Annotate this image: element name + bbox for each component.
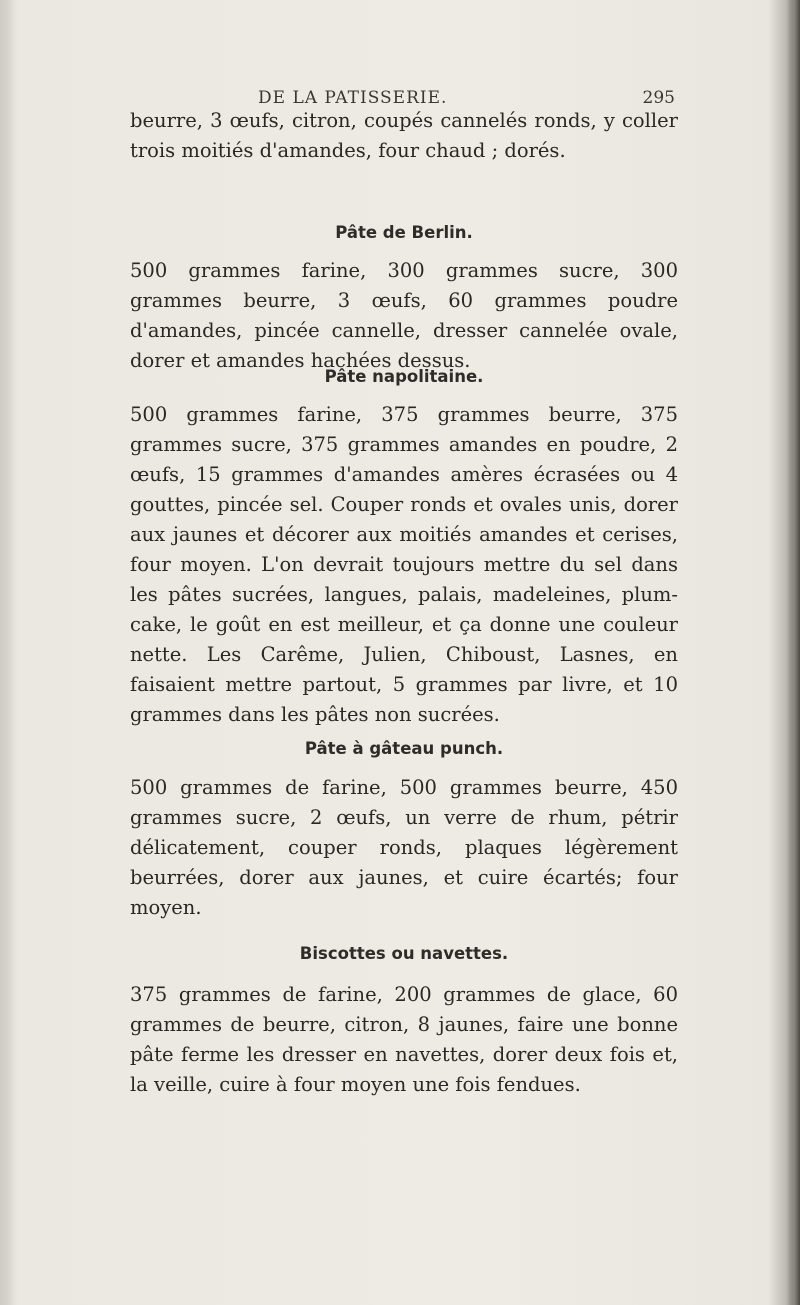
section-text-biscottes: 375 grammes de farine, 200 grammes de glace, 60 grammes de beurre, citron, 8 jaunes, faire une bonne pâte ferme les dresser en navettes, dorer deux fois et, la veille, cuire à four moyen une fois fendues. [130, 983, 678, 1096]
section-text-pate-napolitaine: 500 grammes farine, 375 grammes beurre, 375 grammes sucre, 375 grammes amandes en poudre, 2 œufs, 15 grammes d'amandes amères écrasées ou 4 gouttes, pincée sel. Couper ronds et ovales unis, dorer aux jaunes et décorer aux moitiés amandes et cerises, four moyen. L'on devrait toujours mettre du sel dans les pâtes sucrées, langues, palais, madeleines, plum-cake, le goût en est meilleur, et ça donne une couleur nette. Les Carême, Julien, Chiboust, Lasnes, en faisaient mettre partout, 5 grammes par livre, et 10 grammes dans les pâtes non sucrées. [130, 403, 678, 726]
running-title: DE LA PATISSERIE. [258, 88, 448, 108]
section-title-biscottes: Biscottes ou navettes. [299, 944, 509, 963]
section-text-pate-de-berlin: 500 grammes farine, 300 grammes sucre, 300 grammes beurre, 3 œufs, 60 grammes poudre d'amandes, pincée cannelle, dresser cannelée ovale, dorer et amandes hachées dessus. [130, 259, 678, 372]
intro-paragraph: beurre, 3 œufs, citron, coupés cannelés ronds, y coller trois moitiés d'amandes, four chaud ; dorés. [130, 109, 678, 162]
page-number: 295 [642, 88, 675, 108]
page-binding-edge [786, 0, 800, 1305]
section-text-gateau-punch: 500 grammes de farine, 500 grammes beurre, 450 grammes sucre, 2 œufs, un verre de rhum, pétrir délicatement, couper ronds, plaques légèrement beurrées, dorer aux jaunes, et cuire écartés; four moyen. [130, 776, 678, 919]
section-title-pate-de-berlin: Pâte de Berlin. [335, 223, 473, 242]
section-title-gateau-punch: Pâte à gâteau punch. [304, 739, 504, 758]
page-left-shadow [0, 0, 18, 1305]
section-title-pate-napolitaine: Pâte napolitaine. [324, 367, 484, 386]
